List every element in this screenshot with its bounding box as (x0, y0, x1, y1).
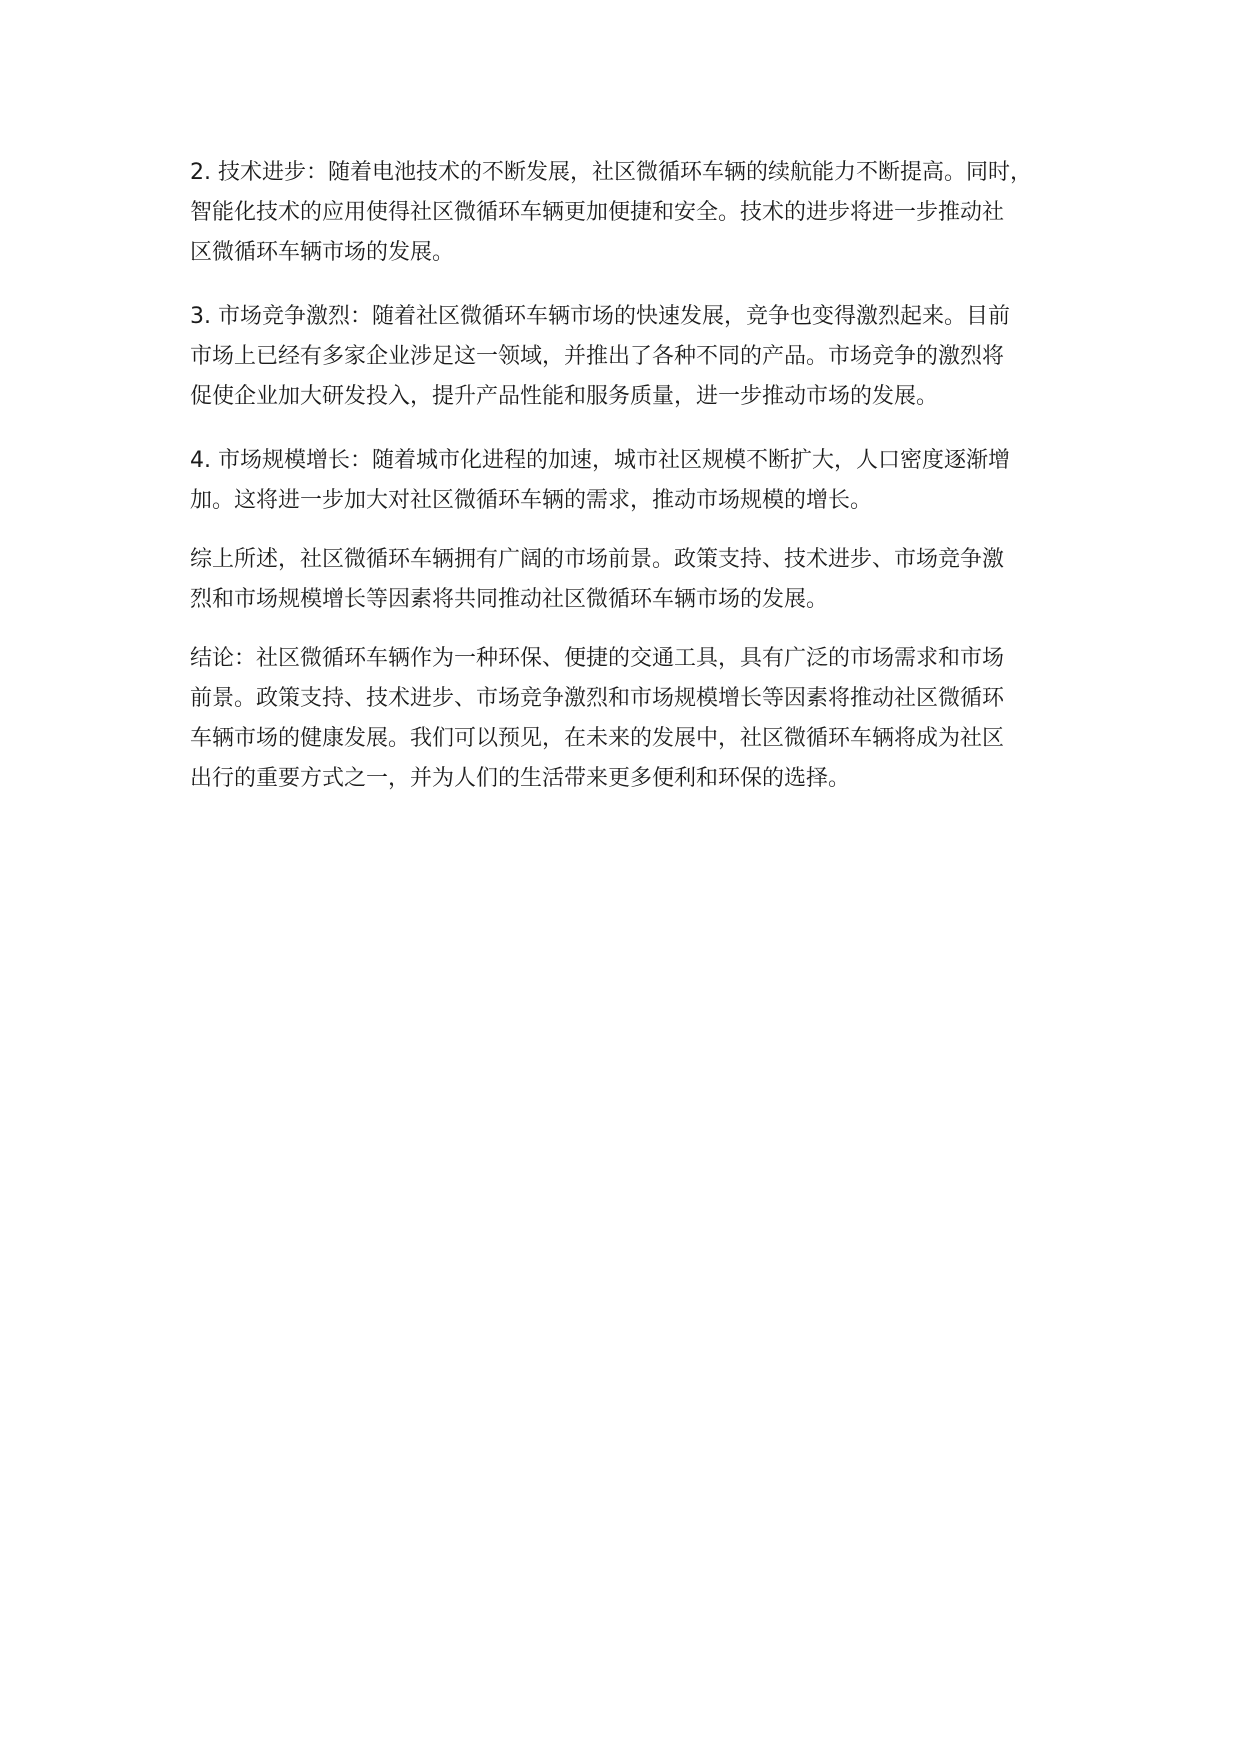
text-line: 结论：社区微循环车辆作为一种环保、便捷的交通工具，具有广泛的市场需求和市场 (190, 646, 1005, 671)
paragraph-conclusion (190, 639, 1080, 799)
document-page (190, 153, 1080, 799)
text-line: 4. 市场规模增长：随着城市化进程的加速，城市社区规模不断扩大，人口密度逐渐增 (190, 448, 1010, 473)
text-line: 智能化技术的应用使得社区微循环车辆更加便捷和安全。技术的进步将进一步推动社 (190, 200, 1005, 225)
paragraph-market-scale-growth (190, 441, 1080, 521)
text-line: 促使企业加大研发投入，提升产品性能和服务质量，进一步推动市场的发展。 (190, 384, 939, 409)
text-line: 前景。政策支持、技术进步、市场竞争激烈和市场规模增长等因素将推动社区微循环 (190, 686, 1005, 711)
text-line: 市场上已经有多家企业涉足这一领域，并推出了各种不同的产品。市场竞争的激烈将 (190, 344, 1005, 369)
paragraph-technology-progress (190, 153, 1080, 273)
text-line: 车辆市场的健康发展。我们可以预见，在未来的发展中，社区微循环车辆将成为社区 (190, 726, 1005, 751)
text-line: 加。这将进一步加大对社区微循环车辆的需求，推动市场规模的增长。 (190, 488, 873, 513)
text-line: 2. 技术进步：随着电池技术的不断发展，社区微循环车辆的续航能力不断提高。同时， (190, 160, 1032, 185)
text-line: 3. 市场竞争激烈：随着社区微循环车辆市场的快速发展，竞争也变得激烈起来。目前 (190, 304, 1010, 329)
text-line: 综上所述，社区微循环车辆拥有广阔的市场前景。政策支持、技术进步、市场竞争激 (190, 547, 1005, 572)
text-line: 烈和市场规模增长等因素将共同推动社区微循环车辆市场的发展。 (190, 587, 829, 612)
text-line: 区微循环车辆市场的发展。 (190, 240, 455, 265)
paragraph-summary (190, 540, 1080, 620)
text-line: 出行的重要方式之一，并为人们的生活带来更多便利和环保的选择。 (190, 766, 851, 791)
paragraph-market-competition (190, 297, 1080, 417)
